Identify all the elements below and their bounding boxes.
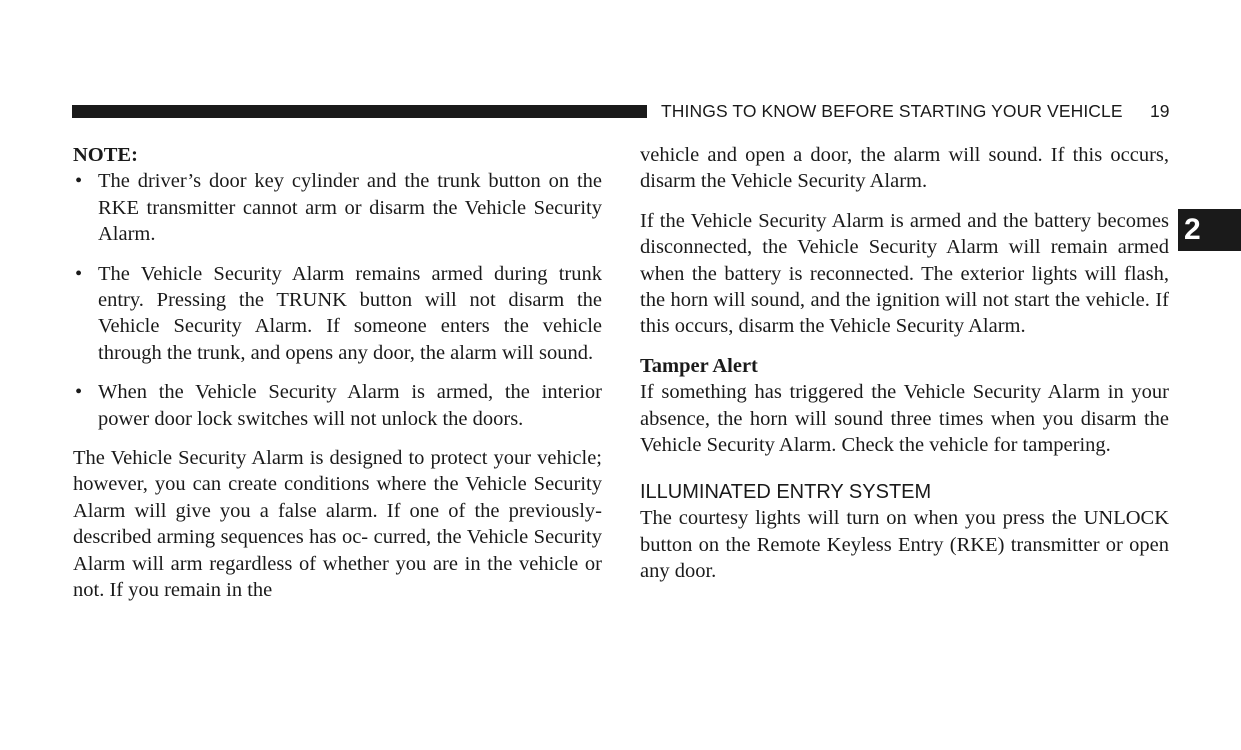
battery-paragraph: If the Vehicle Security Alarm is armed and the battery becomes disconnected, the Vehicle Security Alarm will remain armed when the battery is reconnected. The exterior lights will flash, the horn will sound, and the ignition will not start the vehicle. If this occurs, disarm the Vehicle Security Alarm. bbox=[640, 209, 1169, 338]
note-label: NOTE: bbox=[73, 144, 138, 166]
list-item bbox=[73, 379, 602, 432]
list-item bbox=[73, 168, 602, 247]
bullet-icon: • bbox=[75, 381, 83, 404]
list-item bbox=[73, 261, 602, 367]
illuminated-entry-heading: ILLUMINATED ENTRY SYSTEM bbox=[640, 481, 932, 504]
left-column bbox=[73, 142, 602, 617]
bullet-icon: • bbox=[75, 262, 83, 285]
header-rule bbox=[72, 105, 647, 118]
false-alarm-paragraph: The Vehicle Security Alarm is designed to protect your vehicle; however, you can create conditions where the Vehicle Security Alarm will give you a false alarm. If one of the previously-described arming sequences has oc- curred, the Vehicle Security Alarm will arm regardless of whether you are in the vehicle or not. If you remain in the bbox=[73, 447, 602, 602]
bullet-text: The driver’s door key cylinder and the trunk button on the RKE transmitter cannot arm or disarm the Vehicle Security Alarm. bbox=[98, 170, 602, 246]
note-bullet-list bbox=[73, 168, 602, 432]
right-column bbox=[640, 142, 1169, 598]
page-number: 19 bbox=[1150, 101, 1170, 121]
chapter-tab: 2 bbox=[1178, 209, 1241, 251]
tamper-alert-heading: Tamper Alert bbox=[640, 354, 758, 377]
bullet-icon: • bbox=[75, 170, 83, 193]
bullet-text: When the Vehicle Security Alarm is armed, the interior power door lock switches will not unlock the doors. bbox=[98, 381, 602, 430]
continuation-paragraph: vehicle and open a door, the alarm will sound. If this occurs, disarm the Vehicle Security Alarm. bbox=[640, 144, 1169, 193]
illuminated-entry-paragraph: The courtesy lights will turn on when you press the UNLOCK button on the Remote Keyless Entry (RKE) transmitter or open any door. bbox=[640, 507, 1169, 583]
bullet-text: The Vehicle Security Alarm remains armed during trunk entry. Pressing the TRUNK button will not disarm the Vehicle Security Alarm. If someone enters the vehicle through the trunk, and opens any door, the alarm will sound. bbox=[98, 262, 602, 364]
running-header-title: THINGS TO KNOW BEFORE STARTING YOUR VEHICLE bbox=[661, 101, 1123, 121]
tamper-alert-paragraph: If something has triggered the Vehicle Security Alarm in your absence, the horn will sound three times when you disarm the Vehicle Security Alarm. Check the vehicle for tampering. bbox=[640, 381, 1169, 457]
